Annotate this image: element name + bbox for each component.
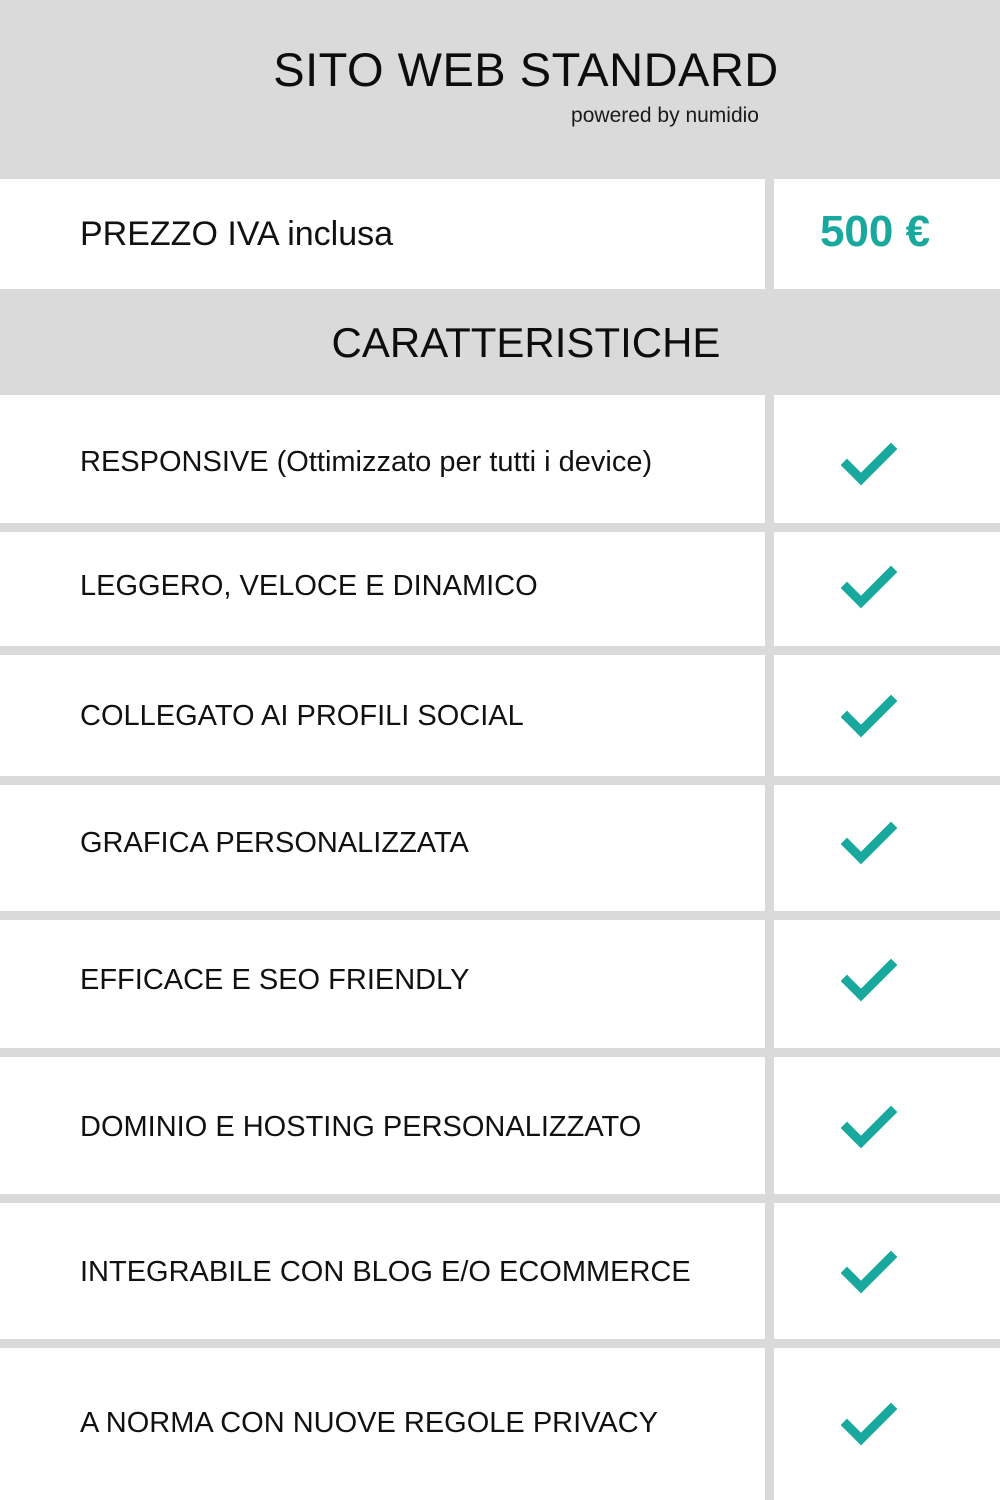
feature-label: COLLEGATO AI PROFILI SOCIAL xyxy=(80,700,524,732)
row-separator xyxy=(0,1339,1000,1348)
feature-label: INTEGRABILE CON BLOG E/O ECOMMERCE xyxy=(80,1256,691,1288)
checkmark-icon xyxy=(841,1106,897,1150)
row-separator xyxy=(0,646,1000,655)
page-title: SITO WEB STANDARD xyxy=(273,43,779,96)
column-divider-top xyxy=(765,179,774,289)
page-subtitle: powered by numidio xyxy=(571,104,759,127)
price-label: PREZZO IVA inclusa xyxy=(80,215,394,253)
checkmark-icon xyxy=(841,443,897,487)
section-header xyxy=(0,289,1000,395)
checkmark-icon xyxy=(841,566,897,610)
row-separator xyxy=(0,776,1000,785)
checkmark-icon xyxy=(841,959,897,1003)
feature-label: GRAFICA PERSONALIZZATA xyxy=(80,827,469,859)
feature-label: EFFICACE E SEO FRIENDLY xyxy=(80,964,470,996)
feature-label: DOMINIO E HOSTING PERSONALIZZATO xyxy=(80,1111,642,1143)
row-separator xyxy=(0,1048,1000,1057)
checkmark-icon xyxy=(841,822,897,866)
feature-label: A NORMA CON NUOVE REGOLE PRIVACY xyxy=(80,1407,658,1439)
checkmark-icon xyxy=(841,1251,897,1295)
row-separator xyxy=(0,523,1000,532)
header-band xyxy=(0,0,1000,179)
checkmark-icon xyxy=(841,695,897,739)
row-separator xyxy=(0,911,1000,920)
price-row xyxy=(0,179,1000,289)
row-separator xyxy=(0,1194,1000,1203)
feature-label: RESPONSIVE (Ottimizzato per tutti i device) xyxy=(80,446,653,478)
price-value: 500 € xyxy=(819,207,931,256)
section-title: CARATTERISTICHE xyxy=(331,319,721,366)
checkmark-icon xyxy=(841,1403,897,1447)
feature-label: LEGGERO, VELOCE E DINAMICO xyxy=(80,570,538,602)
